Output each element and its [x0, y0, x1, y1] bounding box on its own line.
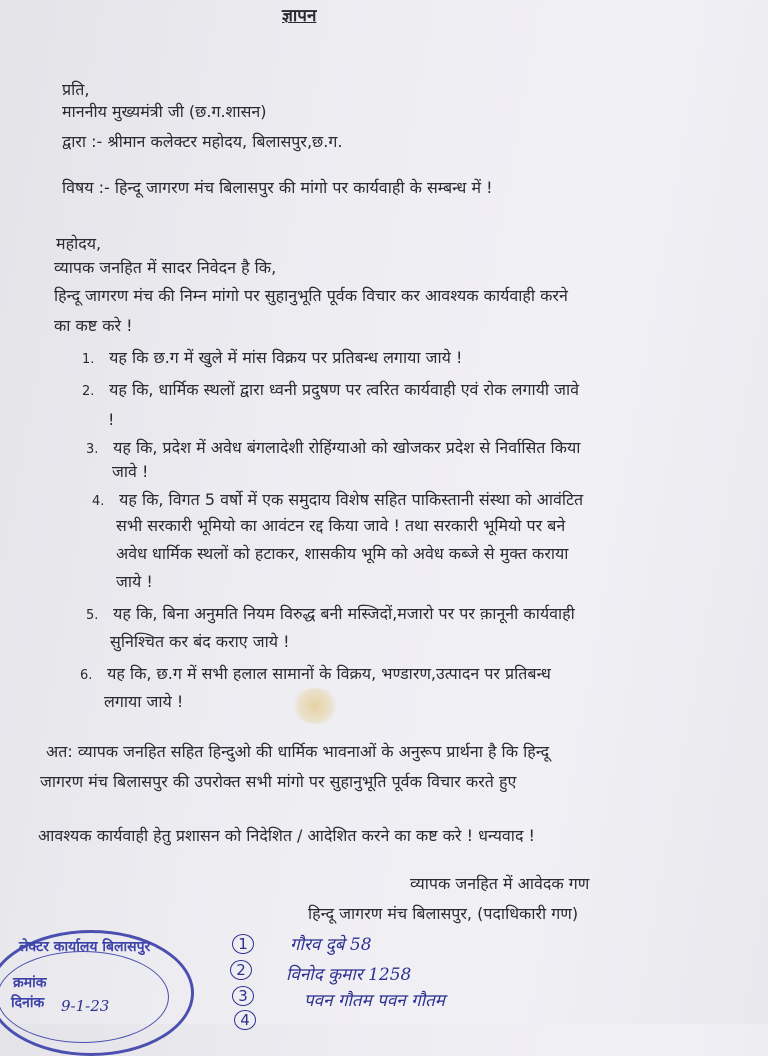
to-label: प्रति, — [62, 80, 90, 99]
demand-number: 2. — [82, 384, 95, 399]
demand-number: 1. — [82, 352, 95, 367]
demand-number: 3. — [86, 442, 99, 457]
demand-text: यह कि छ.ग में खुले में मांस विक्रय पर प्रतिबन्ध लगाया जाये ! — [109, 348, 463, 367]
conclusion-line-3: आवश्यक कार्यवाही हेतु प्रशासन को निदेशित / आदेशित करने का कष्ट करे ! धन्यवाद ! — [38, 826, 535, 845]
signature-number-3: 3 — [232, 986, 254, 1006]
salutation: महोदय, — [56, 234, 102, 253]
demand-item-5 — [86, 604, 575, 626]
demand-number: 4. — [92, 494, 105, 509]
stamp-dinank-label: दिनांक — [11, 995, 45, 1011]
demand-number: 6. — [80, 668, 93, 683]
signature-2: विनोद कुमार 1258 — [286, 965, 412, 985]
signature-number-2: 2 — [230, 960, 252, 980]
stamp-kramank-label: क्रमांक — [13, 975, 47, 991]
stamp-header: लेक्टर कार्यालय बिलासपुर — [19, 939, 151, 955]
signature-3: पवन गौतम पवन गौतम — [304, 991, 445, 1011]
demand-text-continuation: सभी सरकारी भूमियो का आवंटन रद्द किया जावे ! तथा सरकारी भूमियो पर बने — [116, 516, 566, 535]
demand-text-continuation: अवेध धार्मिक स्थलों को हटाकर, शासकीय भूमि को अवेध कब्जे से मुक्त कराया — [116, 544, 569, 563]
demand-text: यह कि, प्रदेश में अवेध बंगलादेशी रोहिंग्याओ को खोजकर प्रदेश से निर्वासित किया — [113, 438, 581, 457]
intro-line-3: का कष्ट करे ! — [54, 316, 133, 335]
demand-text-continuation: जावे ! — [112, 462, 149, 481]
intro-line-2: हिन्दू जागरण मंच की निम्न मांगो पर सुहानुभूति पूर्वक विचार कर आवश्यक कार्यवाही करने — [54, 286, 568, 305]
document-title: ज्ञापन — [282, 6, 317, 26]
demand-item-1 — [82, 348, 462, 370]
paper-stain — [292, 688, 338, 724]
demand-text-continuation: जाये ! — [116, 572, 153, 591]
demand-number: 5. — [86, 608, 99, 623]
demand-text-continuation: लगाया जाये ! — [104, 692, 184, 711]
demand-text: यह कि, बिना अनुमति नियम विरुद्ध बनी मस्जिदों,मजारो पर पर क़ानूनी कार्यवाही — [113, 604, 575, 623]
signoff-line-2: हिन्दू जागरण मंच बिलासपुर, (पदाधिकारी गण) — [308, 904, 579, 923]
demand-text-continuation: सुनिश्चित कर बंद कराए जाये ! — [110, 632, 290, 651]
stamp-handwritten-date: 9-1-23 — [61, 997, 110, 1015]
intro-line-1: व्यापक जनहित में सादर निवेदन है कि, — [54, 258, 277, 277]
signature-1: गौरव दुबे 58 — [290, 935, 372, 955]
demand-text: यह कि, विगत 5 वर्षो में एक समुदाय विशेष सहित पाकिस्तानी संस्था को आवंटित — [119, 490, 584, 509]
signature-number-4: 4 — [234, 1010, 256, 1030]
demand-text: यह कि, धार्मिक स्थलों द्वारा ध्वनी प्रदुषण पर त्वरित कार्यवाही एवं रोक लगायी जावे — [109, 380, 580, 399]
demand-text-continuation: ! — [108, 410, 115, 429]
subject-line: विषय :- हिन्दू जागरण मंच बिलासपुर की मांगो पर कार्यवाही के सम्बन्ध में ! — [62, 178, 493, 197]
through-line: द्वारा :- श्रीमान कलेक्टर महोदय, बिलासपुर,छ.ग. — [62, 132, 343, 151]
demand-item-4 — [92, 490, 583, 512]
office-stamp — [0, 930, 194, 1056]
demand-item-2 — [82, 380, 579, 402]
recipient-line: माननीय मुख्यमंत्री जी (छ.ग.शासन) — [62, 102, 267, 121]
demand-item-6 — [80, 664, 551, 686]
demand-text: यह कि, छ.ग में सभी हलाल सामानों के विक्रय, भण्डारण,उत्पादन पर प्रतिबन्ध — [107, 664, 551, 683]
conclusion-line-1: अत: व्यापक जनहित सहित हिन्दुओ की धार्मिक भावनाओं के अनुरूप प्रार्थना है कि हिन्दू — [46, 742, 550, 761]
conclusion-line-2: जागरण मंच बिलासपुर की उपरोक्त सभी मांगो पर सुहानुभूति पूर्वक विचार करते हुए — [40, 772, 517, 791]
demand-item-3 — [86, 438, 580, 460]
signature-number-1: 1 — [232, 934, 254, 954]
signoff-line-1: व्यापक जनहित में आवेदक गण — [410, 874, 590, 893]
